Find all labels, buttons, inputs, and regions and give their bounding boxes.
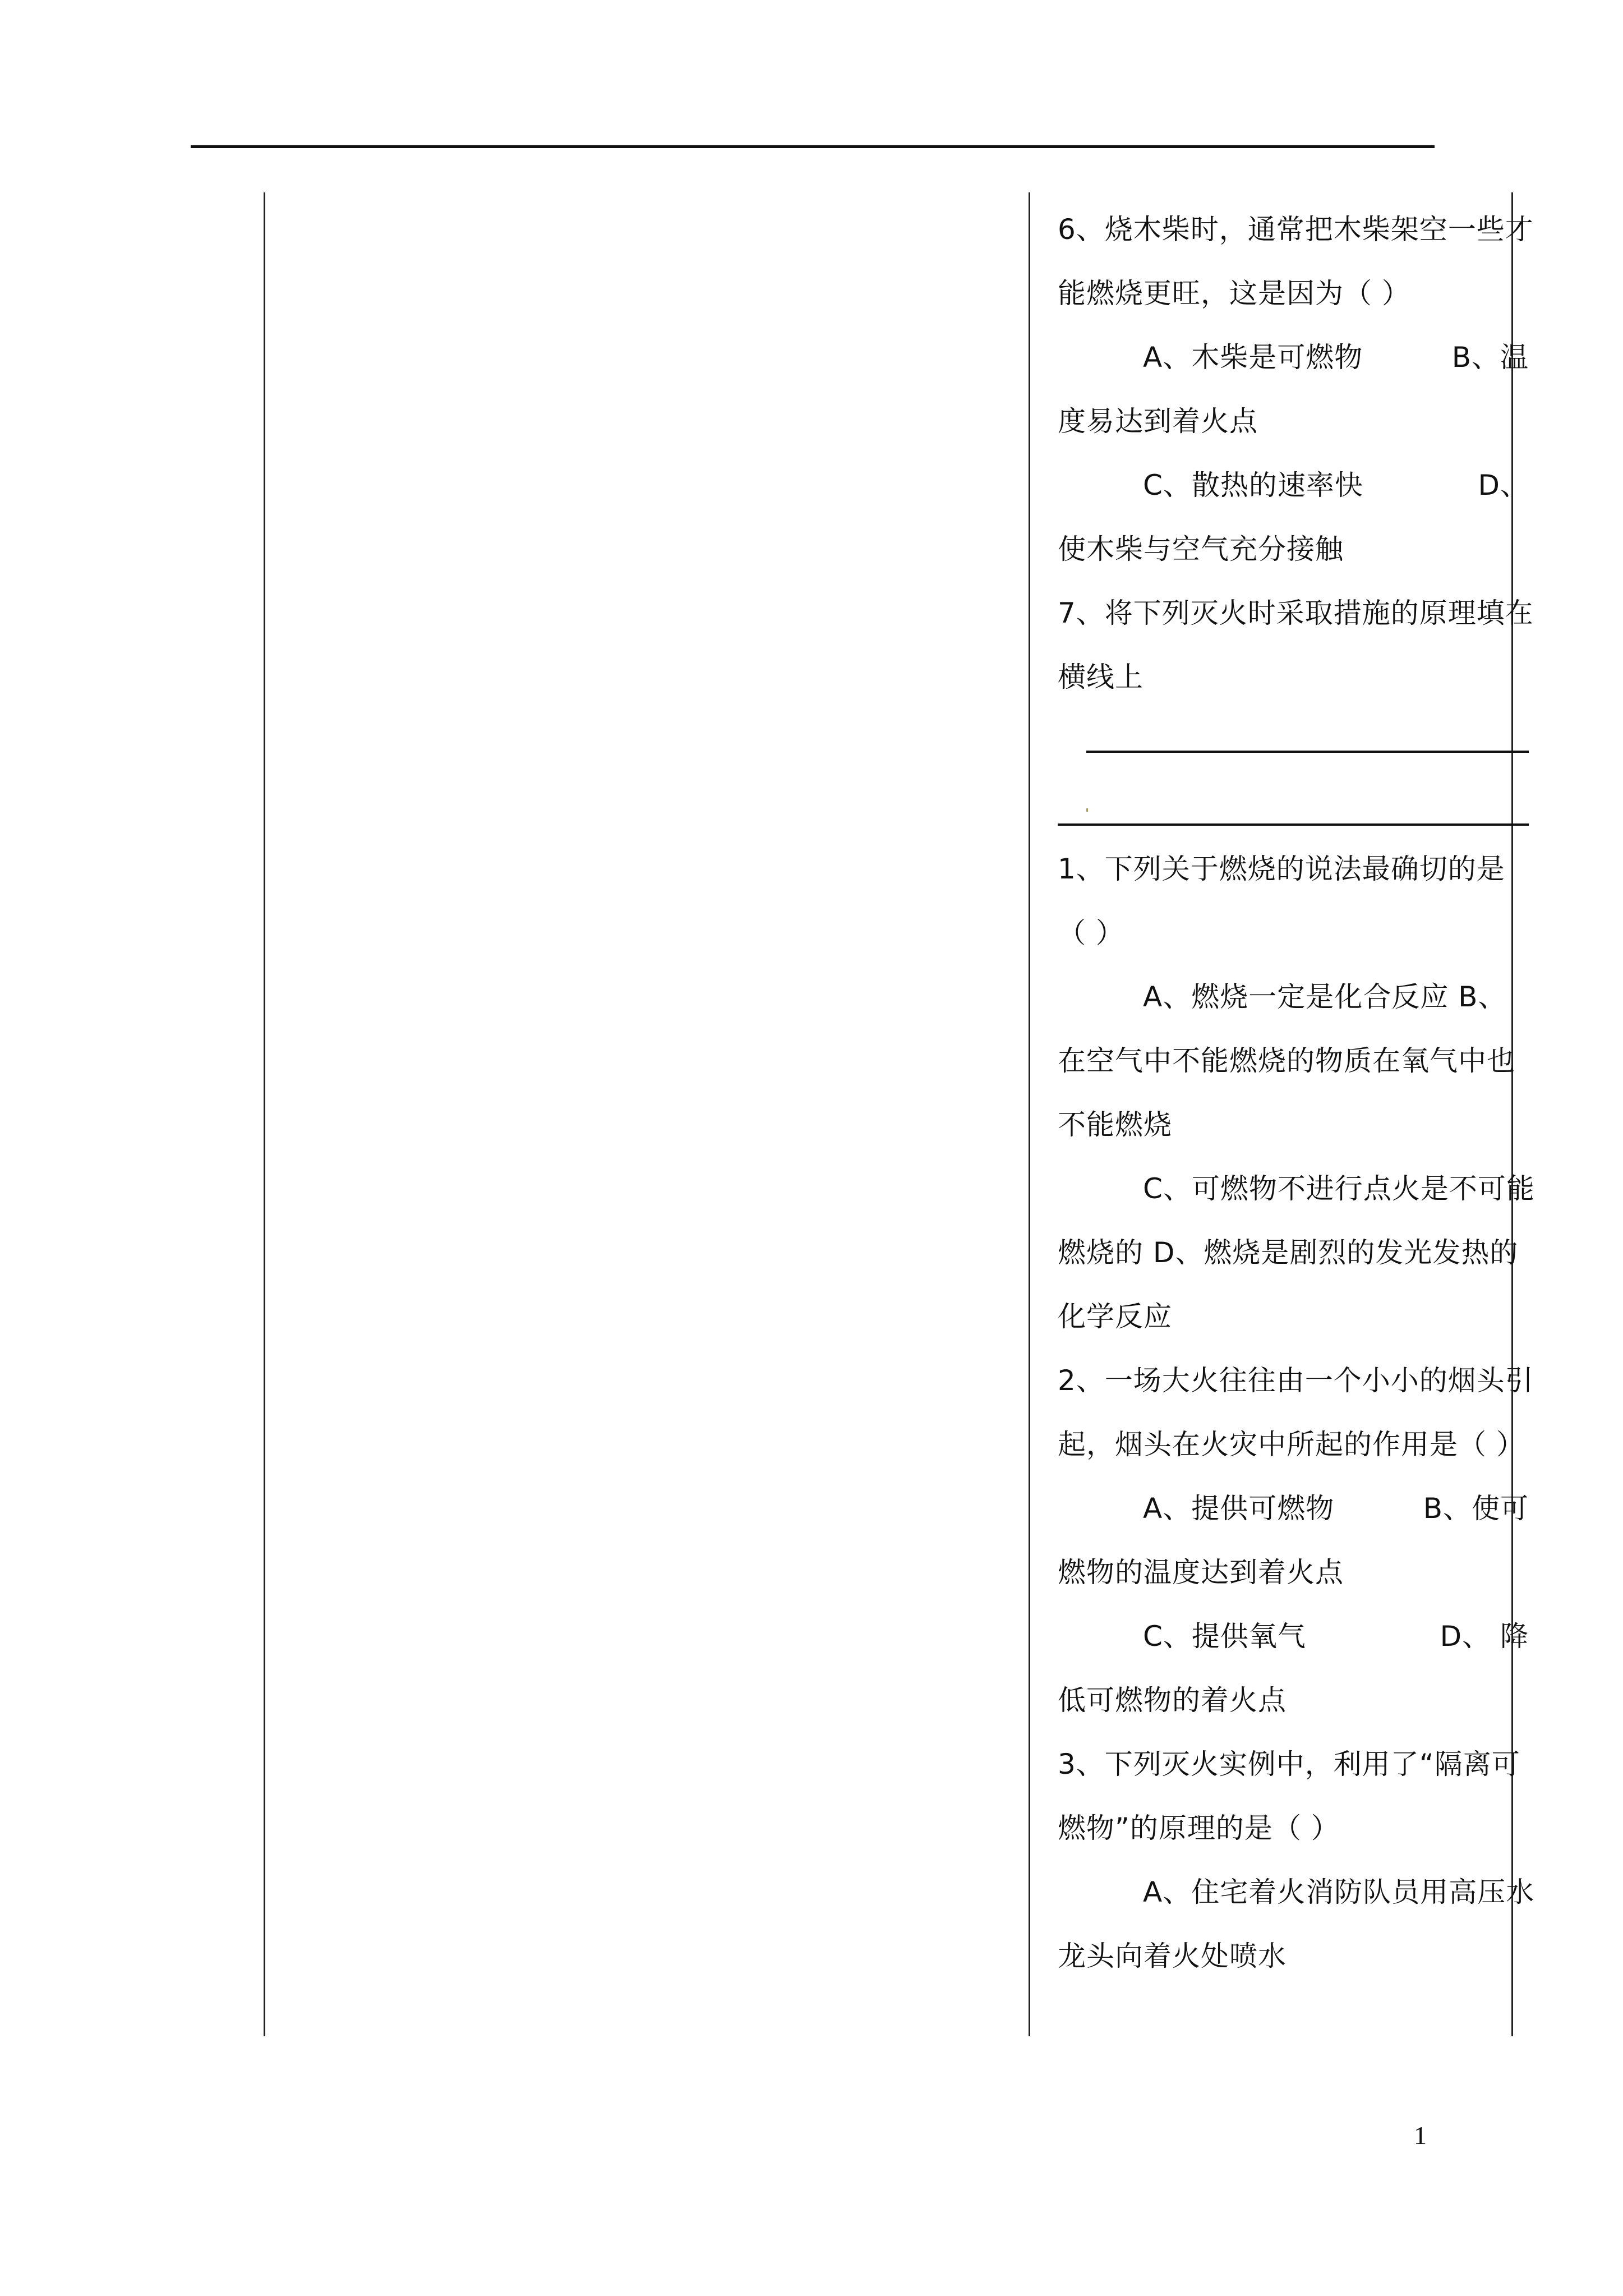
table-border-left (264, 192, 265, 2036)
p2-options-cd (1058, 1604, 1529, 1668)
p1-options-ab: A、燃烧一定是化合反应 B、 (1143, 981, 1507, 1013)
p2-line-2: 起，烟头在火灾中所起的作用是（ ） (1058, 1428, 1525, 1461)
q6-line-2: 能燃烧更旺，这是因为（ ） (1058, 277, 1410, 310)
answer-blank-line-1 (1086, 751, 1529, 753)
answer-blank-space-2 (1058, 773, 1529, 837)
q6-option-c: C、散热的速率快 (1143, 469, 1363, 501)
p2-option-b-cont: 燃物的温度达到着火点 (1058, 1556, 1344, 1589)
p2-option-a: A、提供可燃物 (1143, 1492, 1335, 1525)
q6-line-1: 6、烧木柴时，通常把木柴架空一些才 (1058, 213, 1534, 246)
q6-option-d-cont: 使木柴与空气充分接触 (1058, 533, 1344, 565)
answer-blank-line-2 (1058, 823, 1529, 826)
p3-option-a-cont: 龙头向着火处喷水 (1058, 1940, 1287, 1972)
p2-option-b: B、使可 (1423, 1492, 1529, 1525)
question-column (1058, 197, 1535, 1988)
q6-option-b: B、温 (1451, 341, 1529, 374)
page-number: 1 (1414, 2121, 1427, 2150)
q6-options-cd (1058, 453, 1529, 517)
p2-line-1: 2、一场大火往往由一个小小的烟头引 (1058, 1364, 1534, 1397)
p1-line-2: （ ） (1058, 917, 1124, 949)
table-border-middle (1029, 192, 1030, 2036)
p1-option-b-cont-2: 不能燃烧 (1058, 1108, 1172, 1141)
answer-blank-space (1058, 709, 1529, 773)
p3-option-a: A、住宅着火消防队员用高压水 (1143, 1876, 1535, 1908)
p2-option-d: D、 降 (1440, 1620, 1529, 1653)
small-mark (1086, 808, 1088, 812)
q6-option-a: A、木柴是可燃物 (1143, 341, 1363, 374)
q6-option-b-cont: 度易达到着火点 (1058, 405, 1258, 438)
q7-line-2: 横线上 (1058, 661, 1144, 693)
p2-option-d-cont: 低可燃物的着火点 (1058, 1684, 1287, 1717)
header-rule (191, 145, 1435, 148)
p3-line-2: 燃物”的原理的是（ ） (1058, 1812, 1340, 1844)
p2-option-c: C、提供氧气 (1143, 1620, 1306, 1653)
p1-line-1: 1、下列关于燃烧的说法最确切的是 (1058, 853, 1505, 885)
q6-options-ab (1058, 325, 1529, 389)
p3-line-1: 3、下列灭火实例中，利用了“隔离可 (1058, 1748, 1520, 1780)
p1-option-cd-cont: 燃烧的 D、燃烧是剧烈的发光发热的 (1058, 1236, 1519, 1269)
p1-option-c: C、可燃物不进行点火是不可能 (1143, 1172, 1535, 1205)
p1-option-d-cont: 化学反应 (1058, 1300, 1172, 1333)
q7-line-1: 7、将下列灭火时采取措施的原理填在 (1058, 597, 1534, 629)
p2-options-ab (1058, 1476, 1529, 1540)
q6-option-d: D、 (1478, 469, 1529, 501)
p1-option-b-cont-1: 在空气中不能燃烧的物质在氧气中也 (1058, 1045, 1515, 1077)
